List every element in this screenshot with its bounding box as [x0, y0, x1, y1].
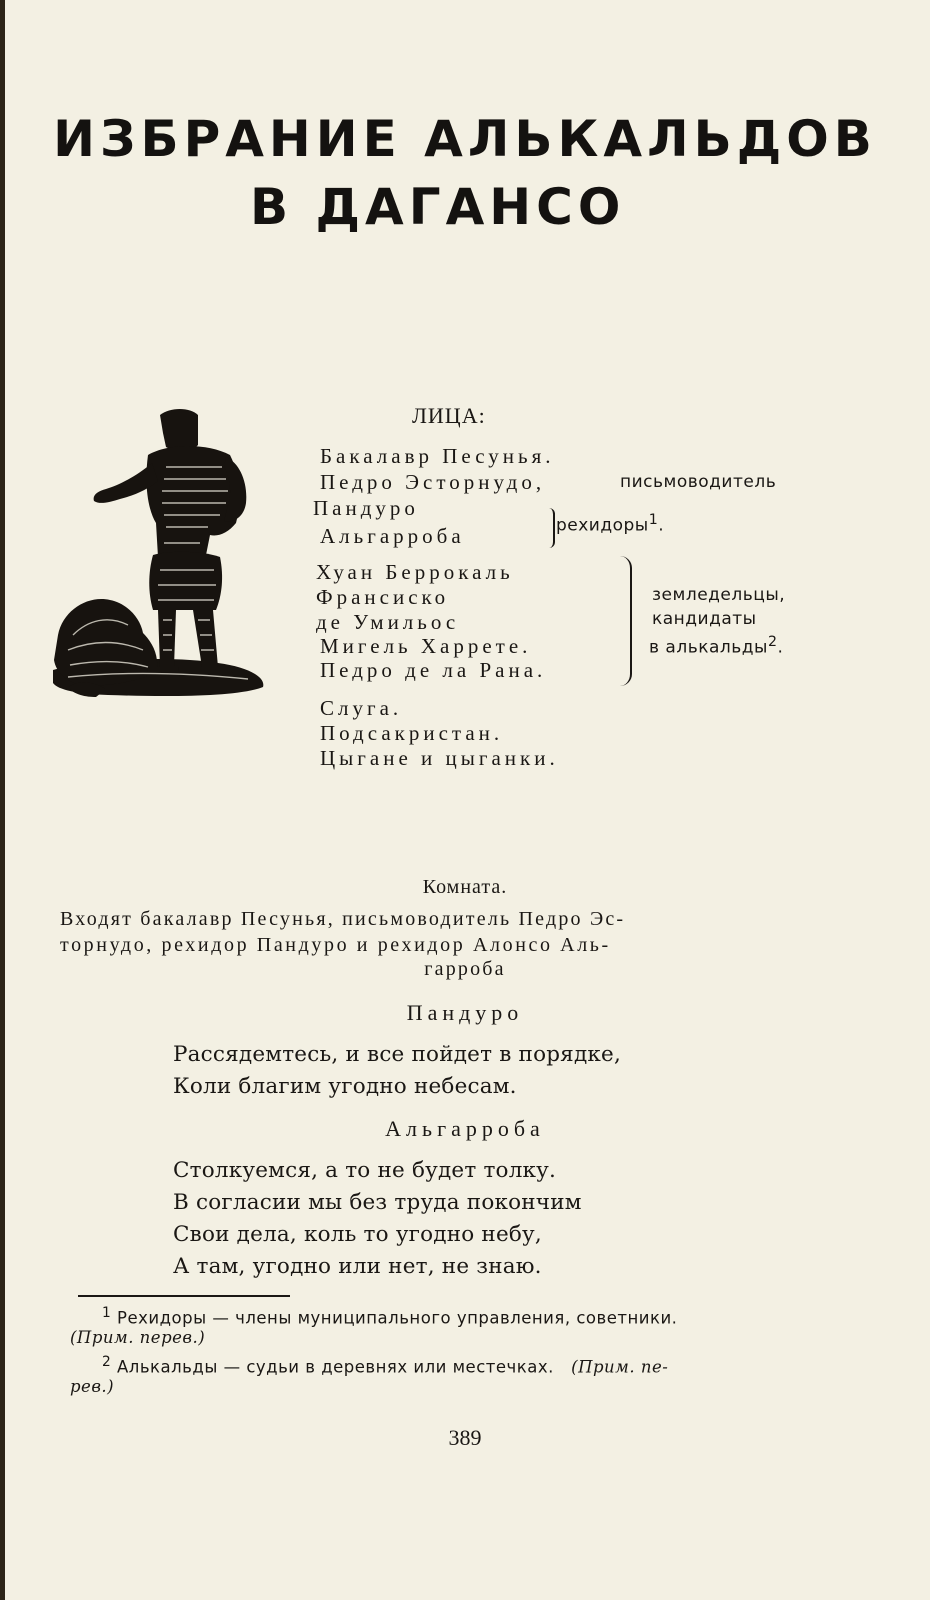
- footnote-ref-2: 2: [767, 634, 778, 650]
- woodcut-illustration: [48, 405, 270, 715]
- footnote-rule: [78, 1295, 290, 1297]
- character-bachelor: Бакалавр Песунья.: [320, 444, 555, 468]
- character-pedro-rana: Педро де ла Рана.: [320, 658, 547, 682]
- footnote-2: $^2$ Алькальды — судьи в деревнях или местечках. (Прим. пе-: [102, 1354, 669, 1377]
- footnote-2-note-cont: рев.): [70, 1377, 115, 1396]
- verse-line: Рассядемтесь, и все пойдет в порядке,: [173, 1042, 621, 1067]
- peasants-label-line2: кандидаты: [652, 609, 757, 629]
- character-miguel: Мигель Харрете.: [320, 634, 532, 658]
- rehidors-brace: [547, 508, 555, 548]
- character-scribe: Педро Эсторнудо,: [320, 470, 546, 494]
- stage-direction-line3: гарроба: [424, 958, 506, 980]
- stage-direction-line1: Входят бакалавр Песунья, письмоводитель Педро Эс-: [60, 908, 626, 930]
- footnote-1-note: (Прим. перев.): [70, 1328, 206, 1347]
- footnote-1: $^1$ Рехидоры — члены муниципального управления, советники.: [102, 1305, 678, 1328]
- character-subsacristan: Подсакристан.: [320, 721, 504, 745]
- character-juan: Хуан Беррокаль: [316, 560, 514, 584]
- character-panduro: Пандуро: [313, 496, 419, 520]
- speaker-algarroba: Альгарроба: [385, 1116, 545, 1141]
- verse-line: Столкуемся, а то не будет толку.: [173, 1158, 557, 1183]
- verse-line: Свои дела, коль то угодно небу,: [173, 1222, 542, 1247]
- page-edge: [0, 0, 5, 1600]
- character-de-umilios: де Умильос: [316, 610, 460, 634]
- peasants-label-line1: земледельцы,: [652, 585, 786, 605]
- peasants-brace: [620, 556, 632, 686]
- setting-room: Комната.: [422, 876, 508, 898]
- title-line-2: В ДАГАНСО: [250, 178, 626, 236]
- character-servant: Слуга.: [320, 696, 403, 720]
- page-number: 389: [448, 1425, 482, 1450]
- verse-line: В согласии мы без труда покончим: [173, 1190, 582, 1215]
- character-algarroba: Альгарроба: [320, 524, 465, 548]
- verse-line: Коли благим угодно небесам.: [173, 1074, 517, 1099]
- rehidors-label: рехидоры$^1$.: [556, 512, 665, 536]
- personae-heading: ЛИЦА:: [412, 403, 486, 428]
- title-line-1: ИЗБРАНИЕ АЛЬКАЛЬДОВ: [53, 110, 877, 168]
- stage-direction-line2: торнудо, рехидор Пандуро и рехидор Алонсо Аль-: [60, 934, 611, 956]
- character-gypsies: Цыгане и цыганки.: [320, 746, 559, 770]
- footnote-ref-1: 1: [648, 512, 659, 528]
- peasants-label-line3: в алькальды$^2$.: [649, 634, 784, 658]
- verse-line: А там, угодно или нет, не знаю.: [173, 1254, 542, 1279]
- character-francisco: Франсиско: [316, 585, 450, 609]
- character-scribe-role: письмоводитель: [620, 472, 777, 492]
- speaker-panduro: Пандуро: [406, 1000, 524, 1025]
